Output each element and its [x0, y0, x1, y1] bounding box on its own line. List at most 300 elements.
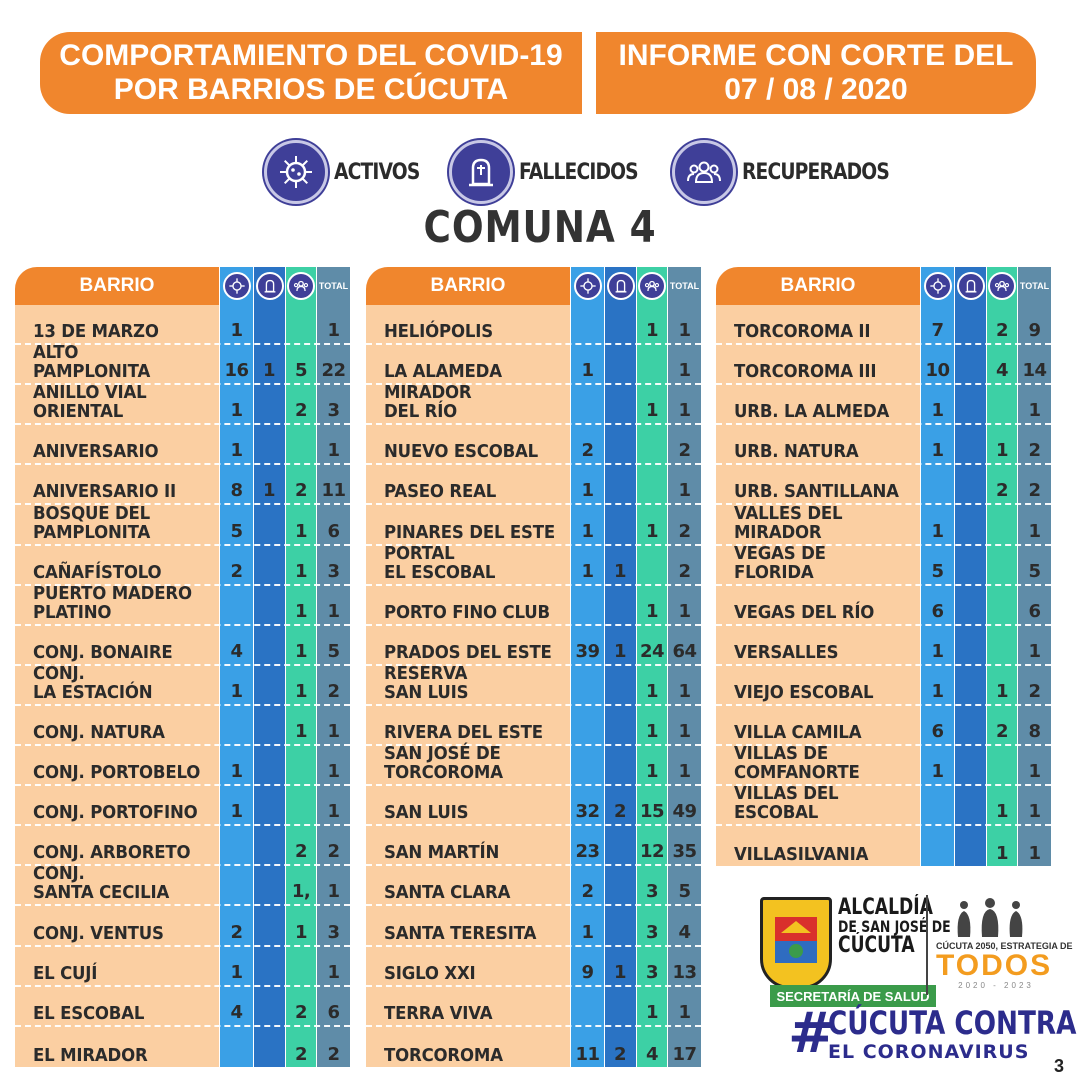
barrio-name: CAÑAFÍSTOLO	[33, 561, 162, 583]
legend-activos	[264, 140, 435, 204]
estrategia-caption: CÚCUTA 2050, ESTRATEGIA DE	[936, 941, 1073, 951]
recuperados-value: 1	[645, 400, 659, 422]
table-row	[716, 502, 1051, 545]
total-value: 1	[678, 320, 691, 342]
total-value: 5	[1028, 560, 1041, 582]
recuperados-value: 2	[294, 480, 308, 502]
table-row	[366, 866, 701, 906]
fallecidos-value: 2	[613, 1043, 627, 1065]
recuperados-value: 1	[294, 520, 308, 542]
total-value: 1	[1028, 761, 1041, 783]
table-row	[15, 863, 350, 906]
activos-value: 1	[931, 520, 944, 542]
barrio-name: 13 DE MARZO	[33, 321, 159, 343]
table-row	[15, 1027, 350, 1067]
table-row	[15, 582, 350, 626]
group-icon	[287, 272, 315, 300]
activos-value: 1	[581, 560, 594, 582]
total-value: 1	[1028, 640, 1041, 662]
recuperados-value: 1	[645, 320, 659, 342]
table-row	[15, 465, 350, 505]
table-row	[716, 826, 1051, 866]
barrio-name: PUERTO MADERO PLATINO	[33, 582, 192, 623]
alcaldia-line3: CÚCUTA	[838, 933, 915, 958]
total-value: 1	[678, 721, 691, 743]
total-value: 1	[327, 961, 340, 983]
table-row	[716, 425, 1051, 465]
total-value: 49	[672, 801, 697, 823]
header-title-banner	[40, 32, 582, 114]
recuperados-value: 2	[294, 400, 308, 422]
recuperados-value: 1	[645, 600, 659, 622]
barrios-table-1	[15, 267, 350, 1067]
barrio-name: CONJ. SANTA CECILIA	[33, 863, 170, 904]
activos-value: 7	[931, 320, 944, 342]
activos-value: 9	[581, 961, 594, 983]
barrio-name: CONJ. PORTOBELO	[33, 762, 201, 784]
table-row	[366, 743, 701, 786]
table-row	[366, 626, 701, 666]
total-value: 13	[672, 961, 697, 983]
barrio-name: RESERVA SAN LUIS	[384, 662, 469, 703]
barrio-name: VEGAS DEL RÍO	[734, 601, 875, 623]
total-value: 2	[1028, 680, 1041, 702]
total-value: 1	[678, 400, 691, 422]
city-shield-icon	[760, 897, 832, 989]
header-recuperados	[987, 267, 1017, 305]
table-row	[716, 706, 1051, 746]
total-value: 2	[327, 1043, 340, 1065]
recuperados-value: 2	[294, 1043, 308, 1065]
total-value: 2	[678, 440, 691, 462]
fallecidos-value: 1	[262, 360, 276, 382]
secretaria-badge: SECRETARÍA DE SALUD	[770, 985, 936, 1007]
total-value: 6	[327, 1001, 340, 1023]
activos-value: 1	[230, 440, 243, 462]
recuperados-value: 2	[294, 841, 308, 863]
recuperados-value: 1	[294, 600, 308, 622]
table-row	[716, 586, 1051, 626]
barrio-name: ANIVERSARIO II	[33, 481, 176, 503]
table-body	[366, 305, 701, 1067]
header-date-line1: INFORME CON CORTE DEL	[618, 39, 1014, 72]
hash-icon: #	[788, 1001, 835, 1066]
activos-value: 5	[931, 560, 944, 582]
header-activos	[571, 267, 604, 305]
total-value: 1	[678, 360, 691, 382]
alcaldia-line1: ALCALDÍA	[838, 895, 933, 920]
table-row	[716, 783, 1051, 826]
total-value: 6	[1028, 600, 1041, 622]
total-value: 1	[327, 440, 340, 462]
barrio-name: VALLES DEL MIRADOR	[734, 502, 843, 543]
total-value: 1	[327, 761, 340, 783]
group-icon	[988, 272, 1016, 300]
activos-value: 5	[230, 520, 243, 542]
table-row	[366, 947, 701, 987]
header-date-banner	[596, 32, 1036, 114]
table-row	[716, 305, 1051, 345]
barrio-name: SAN MARTÍN	[384, 842, 500, 864]
barrio-name: CONJ. LA ESTACIÓN	[33, 662, 153, 703]
tombstone-icon	[957, 272, 985, 300]
header-total: TOTAL	[1018, 267, 1051, 305]
barrio-name: PINARES DEL ESTE	[384, 521, 556, 543]
barrio-name: HELIÓPOLIS	[384, 321, 493, 343]
table-row	[716, 465, 1051, 505]
table-row	[366, 586, 701, 626]
table-row	[366, 1027, 701, 1067]
table-row	[366, 345, 701, 385]
barrio-name: VERSALLES	[734, 641, 839, 663]
table-row	[366, 425, 701, 465]
recuperados-value: 1	[294, 560, 308, 582]
activos-value: 2	[581, 440, 594, 462]
recuperados-value: 2	[995, 721, 1009, 743]
table-row	[716, 385, 1051, 425]
table-row	[15, 305, 350, 345]
recuperados-value: 1	[995, 680, 1009, 702]
total-value: 3	[327, 921, 340, 943]
total-value: 1	[678, 680, 691, 702]
table-row	[15, 947, 350, 987]
barrio-name: EL ESCOBAL	[33, 1002, 145, 1024]
barrio-name: ANILLO VIAL ORIENTAL	[33, 382, 147, 423]
table-row	[15, 906, 350, 946]
barrio-name: VILLASILVANIA	[734, 844, 869, 866]
total-value: 35	[672, 841, 697, 863]
total-value: 1	[327, 801, 340, 823]
recuperados-value: 1	[294, 921, 308, 943]
recuperados-value: 24	[639, 640, 665, 662]
total-value: 1	[678, 600, 691, 622]
total-value: 17	[672, 1043, 697, 1065]
activos-value: 4	[230, 1001, 243, 1023]
activos-value: 6	[931, 721, 944, 743]
barrio-name: MIRADOR DEL RÍO	[384, 382, 472, 423]
comuna-title: COMUNA 4	[423, 202, 657, 253]
table-row	[15, 342, 350, 385]
group-icon	[672, 140, 736, 204]
header-title-line1: COMPORTAMIENTO DEL COVID-19	[59, 39, 563, 72]
barrio-name: PORTO FINO CLUB	[384, 601, 550, 623]
barrio-name: URB. LA ALMEDA	[734, 401, 890, 423]
tombstone-icon	[449, 140, 513, 204]
total-value: 1	[327, 600, 340, 622]
legend-recuperados-label: RECUPERADOS	[742, 159, 890, 185]
recuperados-value: 5	[294, 360, 308, 382]
activos-value: 1	[581, 360, 594, 382]
total-value: 2	[678, 520, 691, 542]
table-row	[366, 706, 701, 746]
header-barrio: BARRIO	[716, 267, 920, 305]
barrio-name: CONJ. VENTUS	[33, 922, 164, 944]
barrio-name: CONJ. NATURA	[33, 722, 165, 744]
total-value: 14	[1022, 360, 1047, 382]
recuperados-value: 1	[294, 640, 308, 662]
header-recuperados	[286, 267, 316, 305]
virus-icon	[223, 272, 251, 300]
table-row	[15, 706, 350, 746]
table-row	[15, 425, 350, 465]
table-row	[366, 826, 701, 866]
activos-value: 8	[230, 480, 243, 502]
table-row	[366, 382, 701, 425]
fallecidos-value: 1	[262, 480, 276, 502]
alcaldia-line2: DE SAN JOSÉ DE	[838, 917, 951, 936]
table-row	[366, 465, 701, 505]
barrio-name: SANTA CLARA	[384, 882, 511, 904]
legend	[264, 140, 929, 204]
recuperados-value: 1	[294, 721, 308, 743]
total-value: 6	[327, 520, 340, 542]
barrio-name: TORCOROMA II	[734, 321, 871, 343]
table-row	[15, 546, 350, 586]
legend-fallecidos	[449, 140, 659, 204]
activos-value: 1	[230, 761, 243, 783]
table-row	[15, 826, 350, 866]
barrio-name: PASEO REAL	[384, 481, 497, 503]
virus-icon	[574, 272, 602, 300]
barrio-name: TORCOROMA	[384, 1044, 503, 1066]
recuperados-value: 1	[645, 520, 659, 542]
barrio-name: SANTA TERESITA	[384, 922, 537, 944]
table-row	[366, 662, 701, 706]
header-recuperados	[637, 267, 667, 305]
todos-years: 2020 - 2023	[958, 981, 1034, 990]
table-row	[366, 305, 701, 345]
recuperados-value: 1	[294, 680, 308, 702]
header-title-line2: POR BARRIOS DE CÚCUTA	[113, 73, 509, 106]
barrios-table-2	[366, 267, 701, 1067]
fallecidos-value: 2	[613, 801, 627, 823]
barrio-name: SAN LUIS	[384, 802, 469, 824]
barrios-table-3	[716, 267, 1051, 866]
activos-value: 1	[931, 680, 944, 702]
total-value: 22	[321, 360, 346, 382]
activos-value: 23	[575, 841, 600, 863]
barrio-name: PRADOS DEL ESTE	[384, 641, 552, 663]
tombstone-icon	[256, 272, 284, 300]
tombstone-icon	[607, 272, 635, 300]
total-value: 4	[678, 921, 691, 943]
todos-word: TODOS	[936, 949, 1053, 982]
alcaldia-name	[776, 895, 951, 1004]
total-value: 1	[678, 480, 691, 502]
people-icon	[950, 897, 1030, 941]
recuperados-value: 1,	[291, 881, 311, 903]
barrio-name: CONJ. ARBORETO	[33, 842, 191, 864]
total-value: 1	[1028, 520, 1041, 542]
table-row	[15, 502, 350, 545]
activos-value: 6	[931, 600, 944, 622]
recuperados-value: 3	[645, 921, 659, 943]
barrio-name: VILLA CAMILA	[734, 722, 862, 744]
total-value: 1	[327, 320, 340, 342]
total-value: 1	[1028, 400, 1041, 422]
recuperados-value: 1	[645, 761, 659, 783]
activos-value: 2	[230, 560, 243, 582]
header-barrio: BARRIO	[366, 267, 570, 305]
total-value: 64	[672, 640, 697, 662]
recuperados-value: 2	[995, 320, 1009, 342]
hashtag-campaign	[788, 1001, 1077, 1068]
activos-value: 1	[230, 320, 243, 342]
activos-value: 1	[230, 680, 243, 702]
total-value: 2	[327, 841, 340, 863]
total-value: 2	[678, 560, 691, 582]
page-number: 3	[1054, 1056, 1065, 1076]
header-fallecidos	[254, 267, 285, 305]
recuperados-value: 15	[639, 801, 665, 823]
total-value: 5	[327, 640, 340, 662]
barrio-name: SAN JOSÉ DE TORCOROMA	[384, 743, 503, 784]
recuperados-value: 4	[645, 1043, 659, 1065]
table-row	[15, 382, 350, 425]
fallecidos-value: 1	[613, 640, 627, 662]
barrio-name: EL CUJÍ	[33, 962, 98, 984]
total-value: 1	[678, 1001, 691, 1023]
table-row	[716, 542, 1051, 586]
header-activos	[921, 267, 954, 305]
recuperados-value: 3	[645, 881, 659, 903]
table-row	[366, 542, 701, 586]
total-value: 1	[1028, 801, 1041, 823]
recuperados-value: 12	[639, 841, 665, 863]
total-value: 11	[321, 480, 346, 502]
table-row	[15, 626, 350, 666]
barrio-name: SIGLO XXI	[384, 962, 476, 984]
recuperados-value: 4	[995, 360, 1009, 382]
activos-value: 1	[581, 921, 594, 943]
total-value: 1	[1028, 843, 1041, 865]
activos-value: 11	[575, 1043, 600, 1065]
barrio-name: VILLAS DE COMFANORTE	[734, 743, 860, 784]
barrio-name: VEGAS DE FLORIDA	[734, 542, 826, 583]
recuperados-value: 1	[645, 721, 659, 743]
activos-value: 2	[581, 881, 594, 903]
table-row	[716, 626, 1051, 666]
legend-activos-label: ACTIVOS	[334, 159, 420, 185]
activos-value: 1	[581, 520, 594, 542]
activos-value: 1	[931, 440, 944, 462]
table-row	[15, 662, 350, 706]
total-value: 9	[1028, 320, 1041, 342]
total-value: 1	[327, 881, 340, 903]
activos-value: 1	[230, 400, 243, 422]
total-value: 2	[1028, 480, 1041, 502]
legend-recuperados	[672, 140, 915, 204]
table-header	[366, 267, 701, 305]
recuperados-value: 1	[995, 801, 1009, 823]
hashtag-line2: EL CORONAVIRUS	[828, 1041, 1030, 1063]
fallecidos-value: 1	[613, 961, 627, 983]
activos-value: 1	[931, 640, 944, 662]
recuperados-value: 1	[645, 680, 659, 702]
activos-value: 2	[230, 921, 243, 943]
table-row	[716, 743, 1051, 786]
activos-value: 39	[575, 640, 600, 662]
header-total: TOTAL	[668, 267, 701, 305]
header-fallecidos	[955, 267, 986, 305]
recuperados-value: 1	[995, 843, 1009, 865]
hashtag-line1: CÚCUTA CONTRA	[828, 1004, 1077, 1042]
header-activos	[220, 267, 253, 305]
barrio-name: LA ALAMEDA	[384, 361, 502, 383]
legend-fallecidos-label: FALLECIDOS	[518, 159, 638, 185]
barrio-name: ANIVERSARIO	[33, 441, 159, 463]
header-total: TOTAL	[317, 267, 350, 305]
barrio-name: VILLAS DEL ESCOBAL	[734, 783, 839, 824]
header-fallecidos	[605, 267, 636, 305]
activos-value: 1	[931, 400, 944, 422]
table-header	[716, 267, 1051, 305]
group-icon	[638, 272, 666, 300]
barrio-name: NUEVO ESCOBAL	[384, 441, 539, 463]
total-value: 1	[327, 721, 340, 743]
table-row	[366, 906, 701, 946]
total-value: 5	[678, 881, 691, 903]
todos-logo	[926, 895, 1073, 995]
barrio-name: EL MIRADOR	[33, 1044, 148, 1066]
barrio-name: BOSQUE DEL PAMPLONITA	[33, 502, 151, 543]
table-row	[15, 746, 350, 786]
table-row	[366, 987, 701, 1027]
table-body	[716, 305, 1051, 866]
barrio-name: CONJ. BONAIRE	[33, 641, 173, 663]
barrio-name: TORCOROMA III	[734, 361, 877, 383]
barrio-name: PORTAL EL ESCOBAL	[384, 542, 496, 583]
virus-icon	[924, 272, 952, 300]
recuperados-value: 1	[995, 440, 1009, 462]
activos-value: 10	[925, 360, 950, 382]
activos-value: 16	[224, 360, 249, 382]
table-header	[15, 267, 350, 305]
activos-value: 1	[230, 801, 243, 823]
header-barrio: BARRIO	[15, 267, 219, 305]
barrio-name: URB. NATURA	[734, 441, 859, 463]
total-value: 3	[327, 400, 340, 422]
table-row	[15, 987, 350, 1027]
total-value: 1	[678, 761, 691, 783]
fallecidos-value: 1	[613, 560, 627, 582]
recuperados-value: 3	[645, 961, 659, 983]
table-row	[716, 666, 1051, 706]
barrio-name: RIVERA DEL ESTE	[384, 722, 543, 744]
activos-value: 1	[230, 961, 243, 983]
header-date-line2: 07 / 08 / 2020	[724, 73, 908, 106]
table-row	[366, 786, 701, 826]
barrio-name: ALTO PAMPLONITA	[33, 342, 151, 383]
total-value: 2	[327, 680, 340, 702]
table-row	[716, 345, 1051, 385]
total-value: 3	[327, 560, 340, 582]
total-value: 8	[1028, 721, 1041, 743]
activos-value: 4	[230, 640, 243, 662]
barrio-name: TERRA VIVA	[384, 1002, 493, 1024]
total-value: 2	[1028, 440, 1041, 462]
activos-value: 1	[931, 761, 944, 783]
virus-icon	[264, 140, 328, 204]
recuperados-value: 2	[294, 1001, 308, 1023]
barrio-name: URB. SANTILLANA	[734, 481, 899, 503]
recuperados-value: 1	[645, 1001, 659, 1023]
barrio-name: VIEJO ESCOBAL	[734, 681, 874, 703]
table-body	[15, 305, 350, 1067]
table-row	[15, 786, 350, 826]
recuperados-value: 2	[995, 480, 1009, 502]
activos-value: 32	[575, 801, 600, 823]
